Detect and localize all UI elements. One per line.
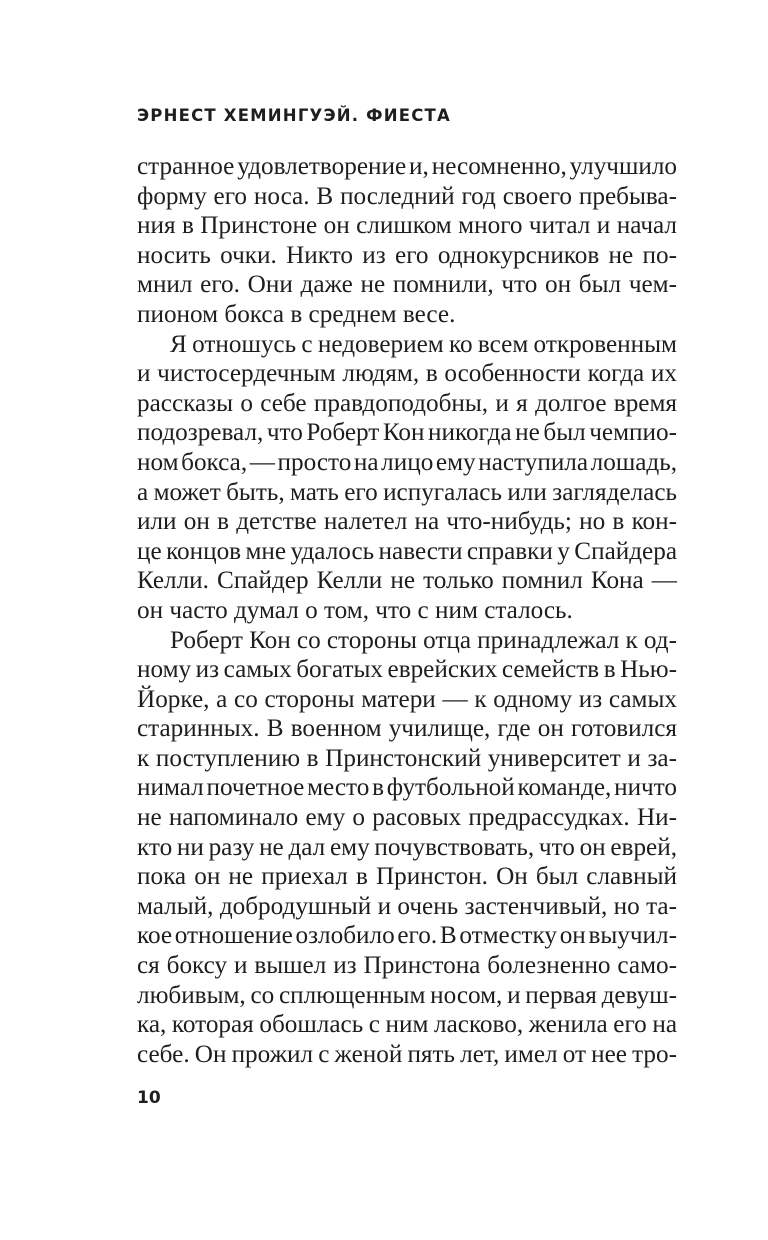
text-line: ному из самых богатых еврейских семейств в Нью- (137, 656, 677, 684)
text-line: Йорке, а со стороны матери — к одному из самых (137, 685, 677, 713)
text-line: любивым, со сплющенным носом, и первая девуш- (137, 981, 677, 1009)
text-line: мнил его. Они даже не помнили, что он был чем- (137, 271, 677, 299)
text-line: а может быть, мать его испугалась или загляделась (137, 478, 677, 506)
text-line: старинных. В военном училище, где он готовился (137, 715, 677, 743)
text-line: Келли. Спайдер Келли не только помнил Кона — (137, 567, 677, 595)
text-line: ка, которая обошлась с ним ласково, женила его на (137, 1011, 677, 1039)
text-line: к поступлению в Принстонский университет и за- (137, 744, 677, 772)
page-number: 10 (137, 1088, 161, 1108)
text-line: малый, добродушный и очень застенчивый, но та- (137, 892, 677, 920)
text-line: ся боксу и вышел из Принстона болезненно само- (137, 952, 677, 980)
text-line: странное удовлетворение и, несомненно, улучшило (137, 153, 677, 180)
text-line: це концов мне удалось навести справки у Спайдера (137, 537, 677, 565)
text-line: и чистосердечным людям, в особенности когда их (137, 360, 677, 388)
paragraph-first-line: Я отношусь с недоверием ко всем откровенным (170, 330, 677, 358)
text-line: пока он не приехал в Принстон. Он был славный (137, 863, 677, 891)
text-line: кое отношение озлобило его. В отместку он выучил- (137, 922, 677, 950)
text-line: пионом бокса в среднем весе. (137, 300, 456, 328)
paragraph-first-line: Роберт Кон со стороны отца принадлежал к од- (170, 626, 677, 654)
body-text (137, 152, 677, 1069)
text-line: подозревал, что Роберт Кон никогда не был чемпио- (137, 419, 677, 447)
text-line: ния в Принстоне он слишком много читал и начал (137, 212, 677, 240)
text-line: ном бокса, — просто на лицо ему наступила лошадь, (137, 448, 677, 476)
text-line: носить очки. Никто из его однокурсников не по- (137, 241, 677, 269)
text-line: себе. Он прожил с женой пять лет, имел от нее тро- (137, 1040, 677, 1068)
text-line: он часто думал о том, что с ним сталось. (137, 596, 573, 624)
running-header: ЭРНЕСТ ХЕМИНГУЭЙ. ФИЕСТА (137, 106, 451, 125)
text-line: или он в детстве налетел на что-нибудь; но в кон- (137, 508, 677, 536)
text-line: кто ни разу не дал ему почувствовать, что он еврей, (137, 833, 677, 861)
text-line: не напоминало ему о расовых предрассудках. Ни- (137, 804, 677, 832)
text-line: форму его носа. В последний год своего пребыва- (137, 182, 677, 210)
text-line: рассказы о себе правдоподобны, и я долгое время (137, 389, 677, 417)
text-line: нимал почетное место в футбольной команде, ничто (137, 774, 677, 802)
